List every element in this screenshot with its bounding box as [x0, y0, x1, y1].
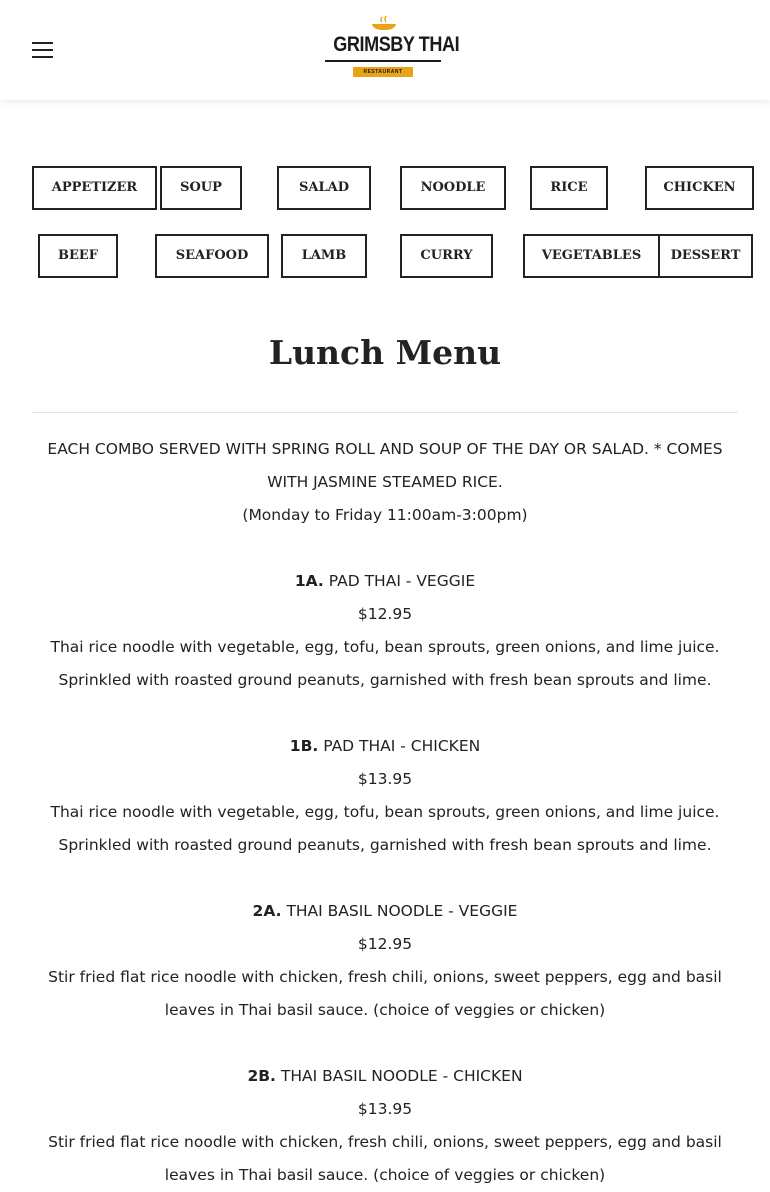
menu-item-description: Thai rice noodle with vegetable, egg, tofu, bean sprouts, green onions, and lime juice. Sprinkled with roasted ground peanuts, garnished with fresh bean sprouts and lime. [50, 638, 720, 689]
menu-hours: (Monday to Friday 11:00am-3:00pm) [242, 506, 528, 524]
menu-intro: EACH COMBO SERVED WITH SPRING ROLL AND SOUP OF THE DAY OR SALAD. * COMES WITH JASMINE STEAMED RICE. [47, 440, 723, 491]
menu-item-title [40, 565, 730, 598]
category-lamb-button[interactable]: LAMB [281, 234, 367, 278]
category-vegetables-button[interactable]: VEGETABLES [523, 234, 660, 278]
menu-item-description: Stir fried flat rice noodle with chicken, fresh chili, onions, sweet peppers, egg and basil leaves in Thai basil sauce. (choice of veggies or chicken) [48, 968, 722, 1019]
menu-item-price: $13.95 [357, 770, 413, 788]
menu-item-title [40, 895, 730, 928]
menu-item-code: 2B. [247, 1067, 276, 1085]
category-noodle-button[interactable]: NOODLE [400, 166, 506, 210]
menu-content [40, 433, 730, 1192]
logo-divider [325, 60, 441, 62]
logo[interactable] [325, 16, 460, 80]
category-appetizer-button[interactable]: APPETIZER [32, 166, 157, 210]
menu-item-title [40, 1060, 730, 1093]
category-soup-button[interactable]: SOUP [160, 166, 242, 210]
menu-item-description: Stir fried flat rice noodle with chicken, fresh chili, onions, sweet peppers, egg and basil leaves in Thai basil sauce. (choice of veggies or chicken) [48, 1133, 722, 1184]
category-salad-button[interactable]: SALAD [277, 166, 371, 210]
menu-item-name: THAI BASIL NOODLE - VEGGIE [286, 902, 518, 920]
menu-item-title [40, 730, 730, 763]
menu-item-name: PAD THAI - VEGGIE [328, 572, 476, 590]
category-dessert-button[interactable]: DESSERT [658, 234, 753, 278]
page-title: Lunch Menu [268, 333, 502, 372]
site-header [0, 0, 770, 100]
menu-item-name: PAD THAI - CHICKEN [323, 737, 481, 755]
menu-item-code: 1B. [289, 737, 319, 755]
menu-icon[interactable] [32, 42, 53, 58]
bowl-icon [325, 16, 443, 30]
logo-badge: RESTAURANT [353, 67, 413, 77]
menu-item-price: $13.95 [357, 1100, 413, 1118]
menu-item-code: 2A. [252, 902, 282, 920]
menu-item-description: Thai rice noodle with vegetable, egg, tofu, bean sprouts, green onions, and lime juice. Sprinkled with roasted ground peanuts, garnished with fresh bean sprouts and lime. [50, 803, 720, 854]
category-chicken-button[interactable]: CHICKEN [645, 166, 754, 210]
menu-item-name: THAI BASIL NOODLE - CHICKEN [280, 1067, 523, 1085]
category-seafood-button[interactable]: SEAFOOD [155, 234, 269, 278]
menu-item-price: $12.95 [357, 935, 413, 953]
menu-item-price: $12.95 [357, 605, 413, 623]
menu-item-code: 1A. [294, 572, 324, 590]
category-curry-button[interactable]: CURRY [400, 234, 493, 278]
category-rice-button[interactable]: RICE [530, 166, 608, 210]
title-divider [32, 412, 738, 413]
logo-name: GRIMSBY THAI [333, 33, 460, 56]
category-beef-button[interactable]: BEEF [38, 234, 118, 278]
